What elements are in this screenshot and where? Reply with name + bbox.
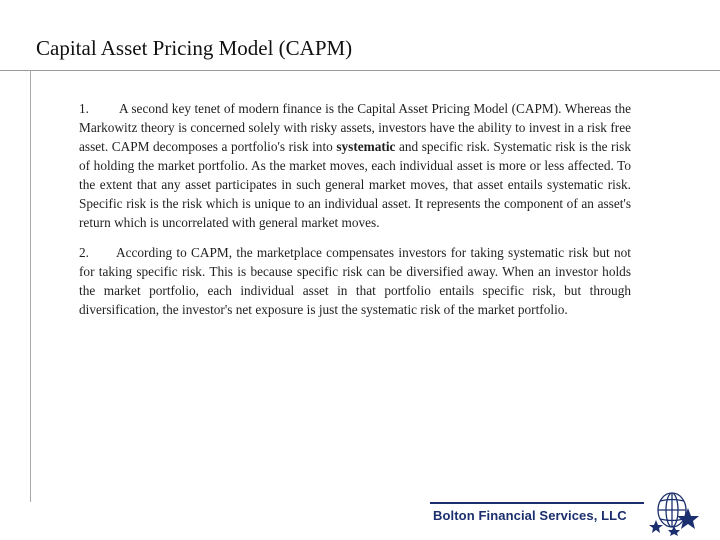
- left-margin-divider: [30, 70, 31, 502]
- paragraph-1-bold-term: systematic: [336, 139, 396, 154]
- paragraph-2: [79, 243, 631, 319]
- globe-star-logo-icon: [648, 486, 706, 536]
- slide-title: Capital Asset Pricing Model (CAPM): [36, 36, 353, 60]
- paragraph-2-text: According to CAPM, the marketplace compensates investors for taking systematic risk but not for taking specific risk. This is because specific risk can be diversified away. When an investor holds the market portfolio, each individual asset in that portfolio entails specific risk, but through diversification, the investor's net exposure is just the systematic risk of the market portfolio.: [79, 245, 631, 317]
- slide-body: [79, 99, 631, 319]
- company-name: Bolton Financial Services, LLC: [433, 508, 627, 523]
- paragraph-1-text-end: and specific risk. Systematic risk is the risk of holding the market portfolio. As the market moves, each individual asset is more or less affected. To the extent that any asset participates in such general market moves, that asset entails systematic risk. Specific risk is the risk which is unique to an individual asset. It represents the component of an asset's return which is uncorrelated with general market moves.: [79, 139, 631, 230]
- paragraph-1-text-start: A second key tenet of modern finance is the Capital Asset Pricing Model (CAPM). Whereas the Markowitz theory is concerned solely with risky assets, investors have the ability to invest in a risk free asset. CAPM decomposes a portfolio's risk into: [79, 101, 631, 154]
- title-divider: [0, 70, 720, 71]
- paragraph-1: [79, 99, 631, 232]
- paragraph-2-number: 2.: [79, 245, 89, 260]
- paragraph-1-number: 1.: [79, 101, 89, 116]
- footer-divider: [430, 502, 644, 504]
